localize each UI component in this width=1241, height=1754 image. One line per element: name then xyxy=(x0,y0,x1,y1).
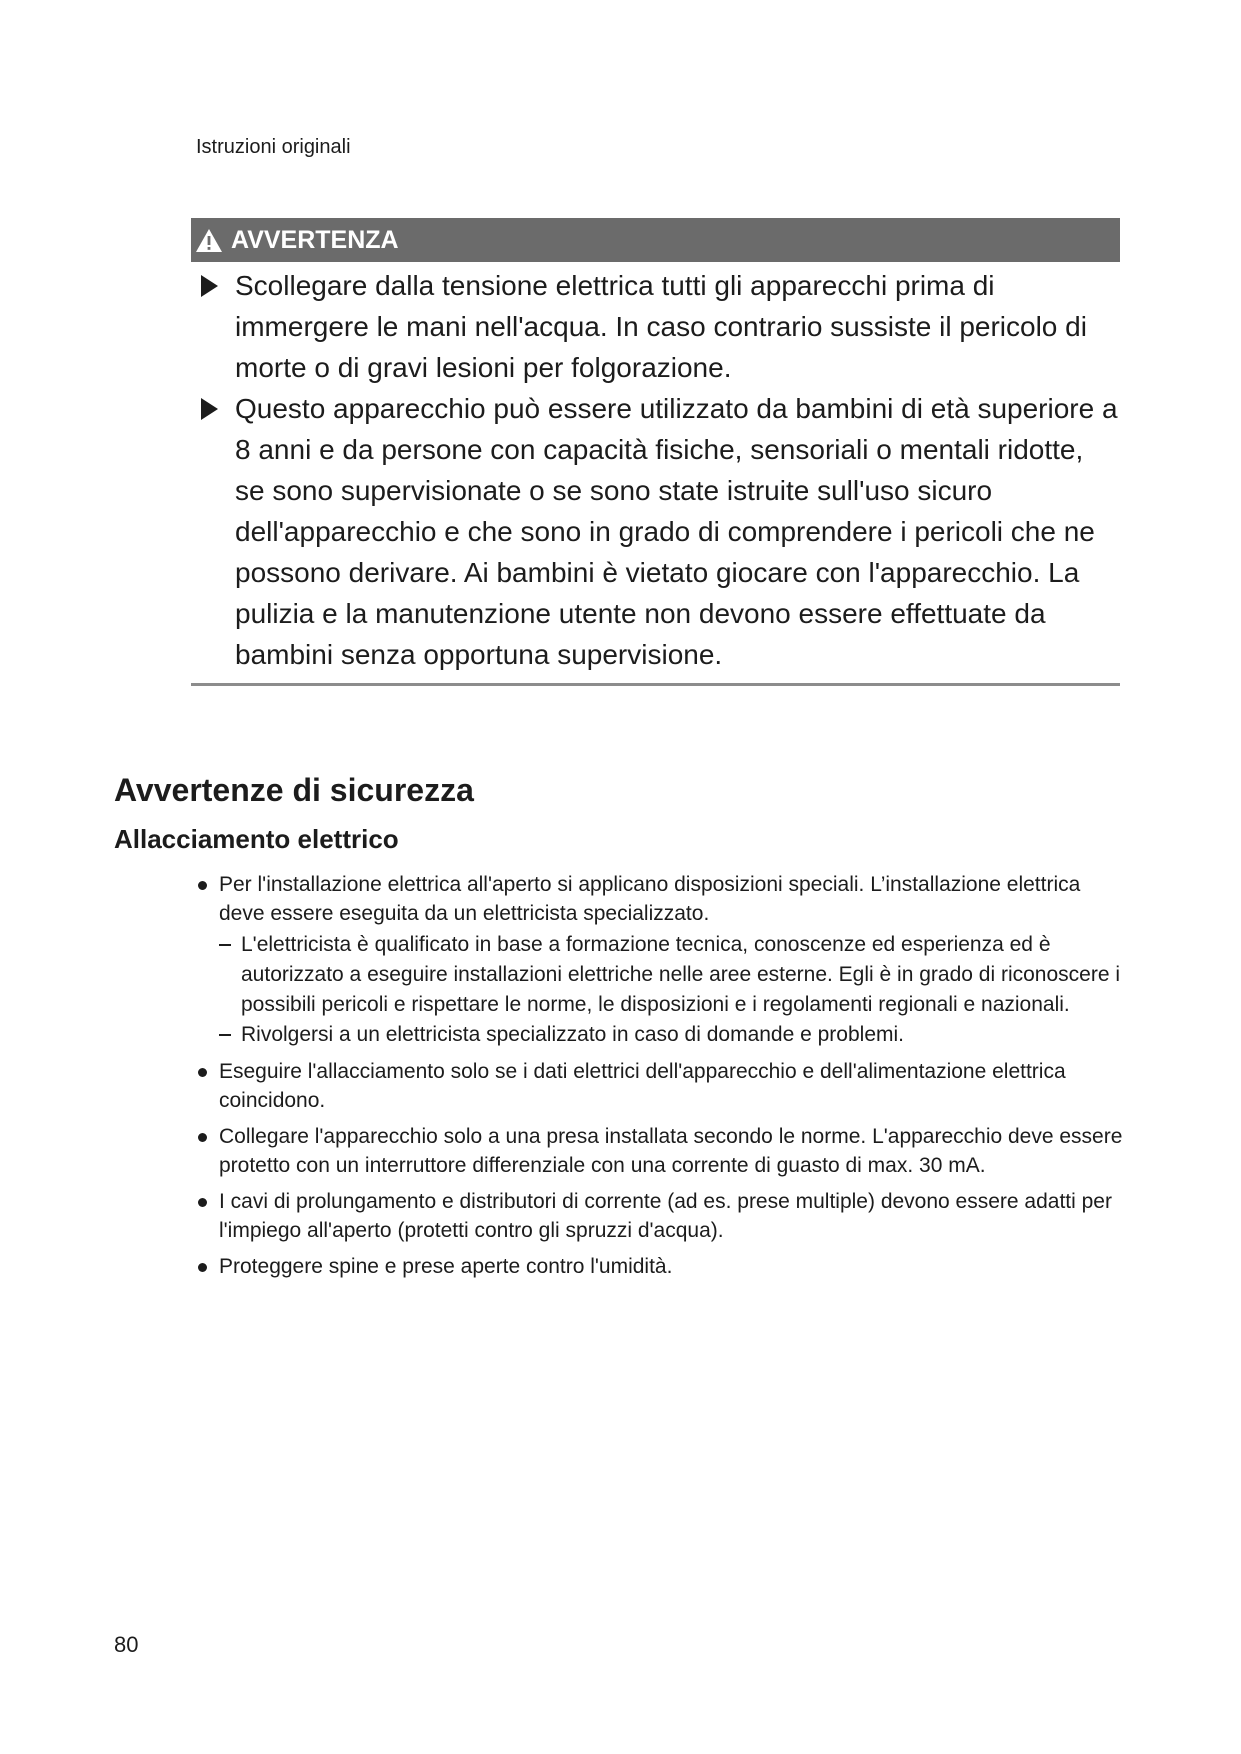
warning-item xyxy=(191,265,1120,388)
list-item-text: I cavi di prolungamento e distributori di corrente (ad es. prese multiple) devono essere adatti per l'impiego all'aperto (protetti contro gli spruzzi d'acqua). xyxy=(219,1190,1112,1242)
dash-icon xyxy=(219,1034,231,1036)
sub-list-item xyxy=(219,930,1123,1020)
sub-list xyxy=(219,930,1123,1050)
list-item xyxy=(198,1057,1123,1115)
arrow-right-icon xyxy=(201,398,218,420)
bullet-icon xyxy=(198,881,207,890)
subsection-title: Allacciamento elettrico xyxy=(114,824,399,854)
bullet-icon xyxy=(198,1068,207,1077)
sub-list-item xyxy=(219,1020,1123,1050)
sub-list-item-text: L'elettricista è qualificato in base a formazione tecnica, conoscenze ed esperienza ed è autorizzato a eseguire installazioni elettriche nelle aree esterne. Egli è in grado di riconoscere i possibili pericoli e rispettare le norme, le disposizioni e i regolamenti regionali e nazionali. xyxy=(241,933,1120,1016)
section-title: Avvertenze di sicurezza xyxy=(114,772,474,808)
warning-title: AVVERTENZA xyxy=(231,225,399,254)
list-item xyxy=(198,1252,1123,1281)
bullet-icon xyxy=(198,1133,207,1142)
arrow-right-icon xyxy=(201,275,218,297)
warning-box xyxy=(191,218,1120,686)
warning-list xyxy=(191,265,1120,675)
list-item-text: Proteggere spine e prese aperte contro l'umidità. xyxy=(219,1255,673,1278)
list-item-text: Collegare l'apparecchio solo a una presa installata secondo le norme. L'apparecchio deve essere protetto con un interruttore differenziale con una corrente di guasto di max. 30 mA. xyxy=(219,1125,1123,1177)
list-item xyxy=(198,870,1123,1050)
bullet-icon xyxy=(198,1263,207,1272)
warning-item-text: Questo apparecchio può essere utilizzato da bambini di età superiore a 8 anni e da persone con capacità fisiche, sensoriali o mentali ridotte, se sono supervisionate o se sono state istruite sull'uso sicuro dell'apparecchio e che sono in grado di comprendere i pericoli che ne possono derivare. Ai bambini è vietato giocare con l'apparecchio. La pulizia e la manutenzione utente non devono essere effettuate da bambini senza opportuna supervisione. xyxy=(235,393,1118,670)
warning-item-text: Scollegare dalla tensione elettrica tutti gli apparecchi prima di immergere le mani nell'acqua. In caso contrario sussiste il pericolo di morte o di gravi lesioni per folgorazione. xyxy=(235,270,1087,383)
list-item xyxy=(198,1122,1123,1180)
warning-divider xyxy=(191,683,1120,686)
sub-list-item-text: Rivolgersi a un elettricista specializzato in caso di domande e problemi. xyxy=(241,1023,904,1046)
page-number: 80 xyxy=(114,1632,139,1657)
warning-triangle-icon xyxy=(195,228,223,253)
warning-bar xyxy=(191,218,1120,262)
warning-item xyxy=(191,388,1120,675)
list-item xyxy=(198,1187,1123,1245)
list-item-text: Eseguire l'allacciamento solo se i dati elettrici dell'apparecchio e dell'alimentazione elettrica coincidono. xyxy=(219,1060,1066,1112)
bullet-icon xyxy=(198,1198,207,1207)
header-label: Istruzioni originali xyxy=(196,136,351,158)
safety-list xyxy=(198,870,1123,1288)
list-item-text: Per l'installazione elettrica all'aperto si applicano disposizioni speciali. L’installazione elettrica deve essere eseguita da un elettricista specializzato. xyxy=(219,873,1081,925)
dash-icon xyxy=(219,944,231,946)
